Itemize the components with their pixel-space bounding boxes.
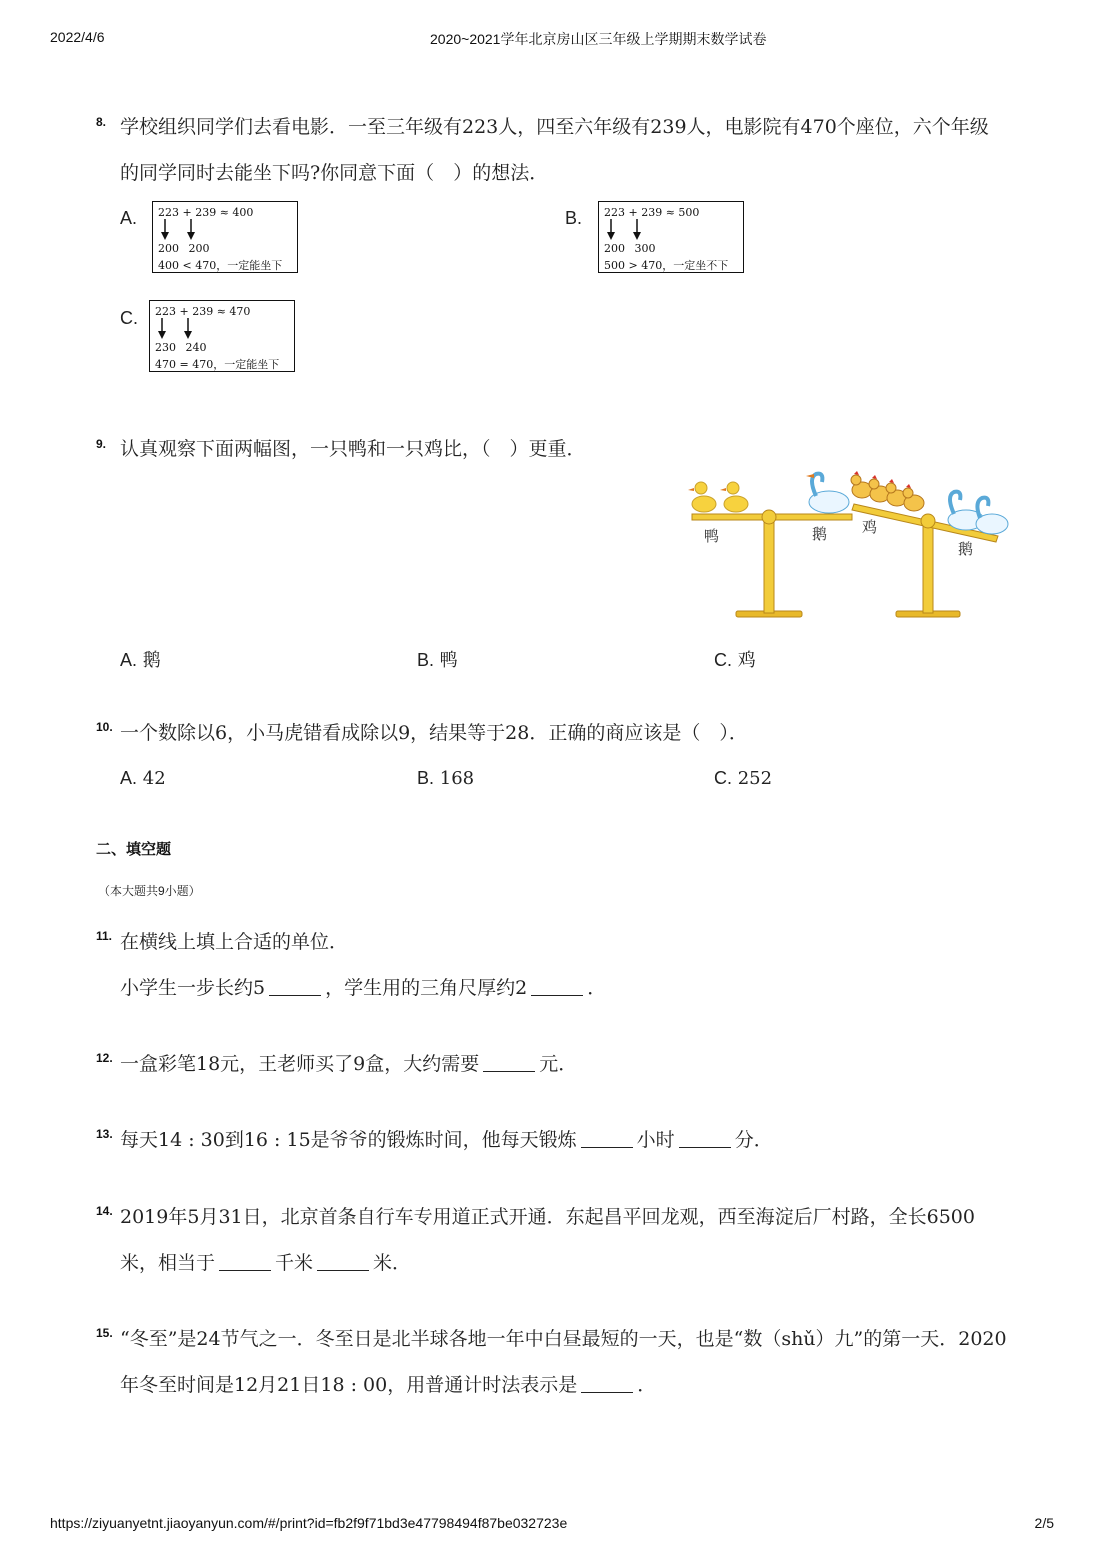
q15-text-a: 年冬至时间是12月21日18 : 00，用普通计时法表示是 [120,1374,578,1396]
left-scale [688,474,852,617]
conclusion-line: 500 > 470，一定坐不下 [604,259,729,272]
q11-text-b: ，学生用的三角尺厚约2 [325,977,528,999]
q14-line2 [120,1251,411,1275]
q15-text-b: ． [637,1374,657,1396]
answer-blank[interactable] [679,1129,731,1148]
q11-line1: 在横线上填上合适的单位． [120,931,349,953]
goose-icon [976,498,1008,534]
option-label: A. [120,768,138,788]
goose-icon [806,474,849,513]
conclusion-line: 400 < 470，一定能坐下 [158,259,283,272]
q8-option-a-label[interactable] [120,208,137,229]
conclusion-line: 470 = 470，一定能坐下 [155,358,280,371]
option-label: B. [417,768,435,788]
answer-blank[interactable] [531,977,583,996]
option-label: C. [714,768,732,788]
q14-text-c: 米． [373,1252,412,1274]
right-scale [851,471,1008,617]
arrows-icon [605,219,645,241]
q12-line [120,1052,577,1076]
option-label: C. [714,650,732,670]
estimate-line: 223 + 239 ≈ 500 [604,206,700,219]
option-label: A. [120,650,138,670]
q9-text: 认真观察下面两幅图，一只鸭和一只鸡比，（ ）更重． [120,438,586,460]
q13-line [120,1128,773,1152]
q9-number: 9. [96,437,107,451]
duck-label: 鸭 [704,527,720,545]
footer-page-number: 2/5 [1034,1515,1054,1531]
q15-line1: “冬至”是24节气之一．冬至日是北半球各地一年中白昼最短的一天，也是“数（shǔ）九”的第一天．2020 [120,1328,1007,1350]
q8-line1: 学校组织同学们去看电影．一至三年级有223人，四至六年级有239人，电影院有470个座位，六个年级 [120,116,989,138]
q14-number: 14. [96,1204,113,1218]
option-label: A. [120,208,138,228]
arrows-icon [159,219,199,241]
option-text: 鸡 [737,650,756,671]
q13-number: 13. [96,1127,113,1141]
footer-url[interactable]: https://ziyuanyetnt.jiaoyanyun.com/#/print?id=fb2f9f71bd3e47798494f87be032723e [50,1515,568,1531]
option-text: 168 [439,768,475,789]
q14-line1: 2019年5月31日，北京首条自行车专用道正式开通．东起昌平回龙观，西至海淀后厂村路，全长6500 [120,1206,975,1228]
q14-text-a: 米，相当于 [120,1252,216,1274]
q10-number: 10. [96,720,113,734]
answer-blank[interactable] [483,1053,535,1072]
q12-text-a: 一盒彩笔18元，王老师买了9盒，大约需要 [120,1053,480,1075]
rounded-values: 200 200 [158,242,210,255]
option-text: 鹅 [142,650,161,671]
arrows-icon [156,318,196,340]
answer-blank[interactable] [317,1252,369,1271]
section-note: （本大题共9小题） [98,884,201,898]
option-label: B. [565,208,583,228]
q9-option-c[interactable] [714,646,756,672]
rounded-values: 230 240 [155,341,207,354]
q14-text-b: 千米 [275,1252,314,1274]
q10-option-b[interactable] [417,768,474,789]
q8-line2: 的同学同时去能坐下吗?你同意下面（ ）的想法． [120,162,549,184]
answer-blank[interactable] [269,977,321,996]
q12-text-b: 元． [539,1053,578,1075]
q11-line2 [120,976,606,1000]
rounded-values: 200 300 [604,242,656,255]
section-title: 二、填空题 [96,841,172,858]
q11-text-c: ． [587,977,607,999]
q13-text-c: 分． [734,1129,773,1151]
header-title: 2020~2021学年北京房山区三年级上学期期末数学试卷 [430,31,767,47]
option-label: B. [417,650,435,670]
q8-option-c-box [149,300,295,372]
q11-number: 11. [96,929,113,943]
q9-option-a[interactable] [120,646,161,672]
q8-option-b-box [598,201,744,273]
chicken-icon [903,484,924,511]
goose-label: 鹅 [812,525,828,543]
estimate-line: 223 + 239 ≈ 470 [155,305,251,318]
estimate-line: 223 + 239 ≈ 400 [158,206,254,219]
q11-text-a: 小学生一步长约5 [120,977,266,999]
q8-option-b-label[interactable] [565,208,582,229]
q10-option-c[interactable] [714,768,772,789]
q15-number: 15. [96,1326,113,1340]
chicken-label: 鸡 [862,518,878,536]
answer-blank[interactable] [219,1252,271,1271]
q10-option-a[interactable] [120,768,166,789]
q12-number: 12. [96,1051,113,1065]
q10-text: 一个数除以6，小马虎错看成除以9，结果等于28．正确的商应该是（ ）． [120,722,748,744]
answer-blank[interactable] [581,1374,633,1393]
answer-blank[interactable] [581,1129,633,1148]
option-text: 42 [142,768,166,789]
q8-option-c-label[interactable] [120,308,138,329]
q8-number: 8. [96,115,107,129]
balance-scales-figure [684,466,1014,626]
q15-line2 [120,1373,656,1397]
q13-text-a: 每天14 : 30到16 : 15是爷爷的锻炼时间，他每天锻炼 [120,1129,577,1151]
header-date: 2022/4/6 [50,29,105,45]
goose-label: 鹅 [958,540,974,558]
duck-icon [720,482,748,512]
option-label: C. [120,308,138,328]
option-text: 252 [737,768,773,789]
q8-option-a-box [152,201,298,273]
duck-icon [688,482,716,512]
option-text: 鸭 [439,650,458,671]
q9-option-b[interactable] [417,646,458,672]
q13-text-b: 小时 [636,1129,675,1151]
